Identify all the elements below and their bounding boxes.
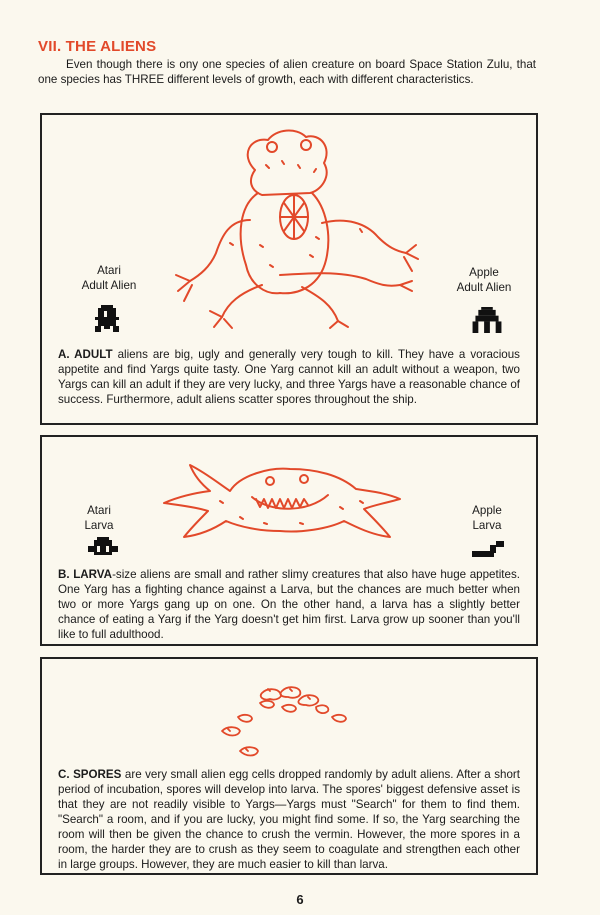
- adult-alien-illustration: [170, 125, 420, 330]
- adult-panel: [40, 113, 538, 425]
- intro-paragraph: Even though there is ony one species of alien creature on board Space Station Zulu, that one species has THREE different levels of growth, each with different characteristics.: [38, 58, 536, 86]
- atari-adult-caption: Atari Adult Alien: [81, 264, 137, 292]
- adult-lead: A. ADULT: [58, 348, 113, 361]
- spores-description: C. SPORES are very small alien egg cells dropped randomly by adult aliens. After a short period of incubation, spores will develop into larva. The spores' biggest defensive asset is that they are not readily visible to Yargs—Yargs must "Search" for them to find them. "Search" a room, and if you are lucky, you might find some. If so, the Yarg searching the room will then be given the chance to crush the vermin. However, the more spores in a room, the harder they are to crush as they seem to coagulate and strengthen each other in large groups. However, they are much easier to kill than larva.: [58, 768, 521, 871]
- larva-illustration: [160, 461, 410, 551]
- adult-description: A. ADULT aliens are big, ugly and generally very tough to kill. They have a voracious appetite and find Yargs quite tasty. One Yarg cannot kill an adult without a weapon, two Yargs can kill an adult if they are very lucky, and three Yargs have a reasonable chance of success. Furthermore, adult aliens scatter spores throughout the ship.: [58, 348, 520, 406]
- apple-adult-sprite: [472, 307, 502, 333]
- section-title: VII. THE ALIENS: [38, 38, 157, 55]
- apple-larva-sprite: [472, 541, 504, 557]
- atari-adult-sprite: [92, 305, 122, 335]
- spores-lead: C. SPORES: [58, 768, 122, 781]
- spores-illustration: [220, 683, 360, 763]
- page-number: 6: [296, 892, 304, 907]
- larva-description: B. LARVA-size aliens are small and rather slimy creatures that also have huge appetites. One Yarg has a fighting chance against a Larva, but the chances are much better when two or more Yargs gang up on one. On the other hand, a larva has a slightly better chance of eating a Yarg if the Yarg doesn't get him first. Larva grow up sooner than you'll like to full adulthood.: [58, 568, 520, 641]
- apple-larva-caption: Apple Larva: [472, 504, 502, 532]
- larva-panel: [40, 435, 538, 646]
- atari-larva-caption: Atari Larva: [84, 504, 114, 532]
- spores-panel: [40, 657, 538, 875]
- larva-lead: B. LARVA: [58, 568, 113, 581]
- atari-larva-sprite: [88, 537, 118, 555]
- apple-adult-caption: Apple Adult Alien: [456, 266, 512, 294]
